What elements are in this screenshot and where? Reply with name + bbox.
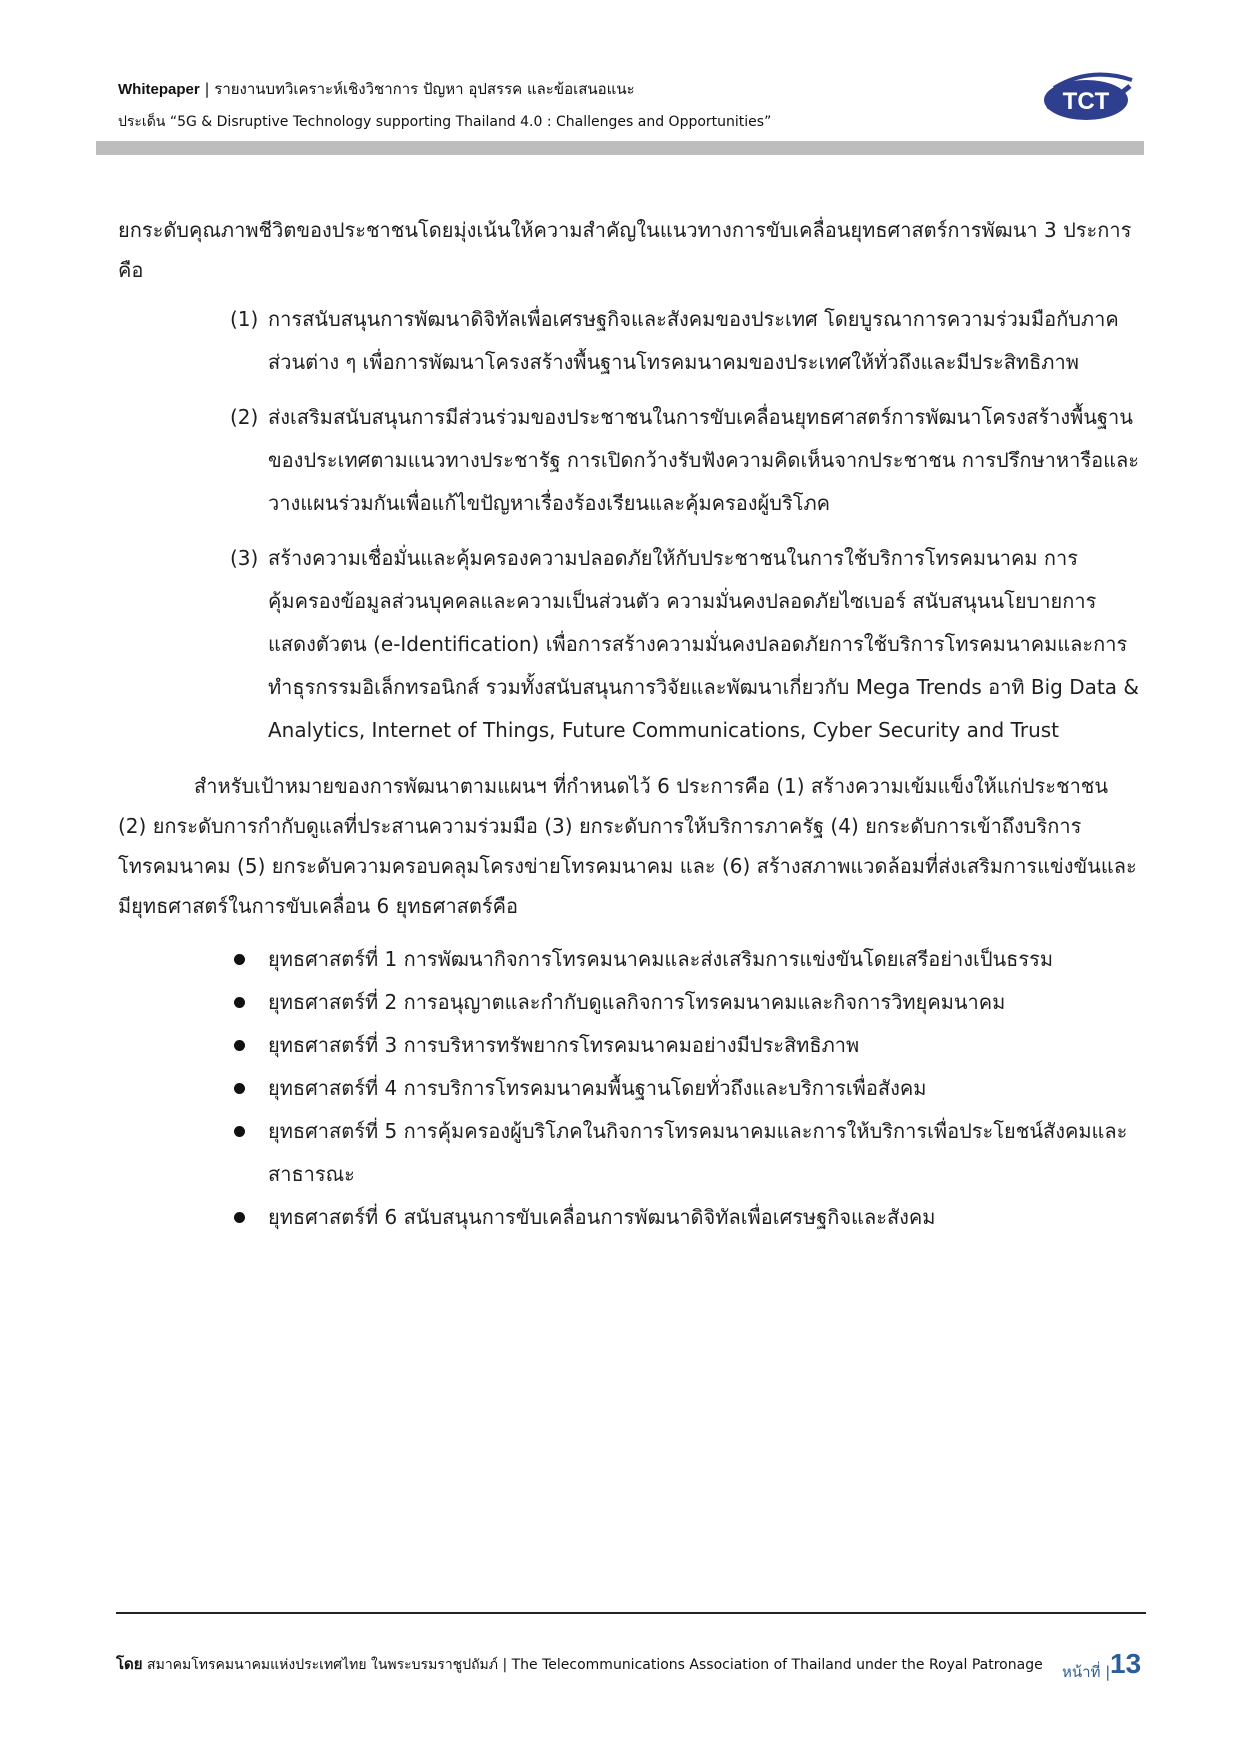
strategy-text: ยุทธศาสตร์ที่ 6 สนับสนุนการขับเคลื่อนการพัฒนาดิจิทัลเพื่อเศรษฐกิจและสังคม <box>268 1205 936 1229</box>
numbered-item <box>118 298 1140 384</box>
logo-text: TCT <box>1062 88 1110 115</box>
header-subtitle: ประเด็น “5G & Disruptive Technology supporting Thailand 4.0 : Challenges and Opportunities” <box>118 114 772 130</box>
bullet-icon <box>234 1212 245 1223</box>
footer-divider <box>116 1612 1146 1614</box>
header-separator: | <box>199 80 215 98</box>
header-title: รายงานบทวิเคราะห์เชิงวิชาการ ปัญหา อุปสรรค และข้อเสนอแนะ <box>214 80 635 98</box>
list-item <box>118 981 1140 1024</box>
numbered-item <box>118 537 1140 752</box>
numbered-item <box>118 396 1140 525</box>
list-item <box>118 1067 1140 1110</box>
bullet-icon <box>234 1126 245 1137</box>
intro-paragraph: ยกระดับคุณภาพชีวิตของประชาชนโดยมุ่งเน้นให้ความสำคัญในแนวทางการขับเคลื่อนยุทธศาสตร์การพัฒนา 3 ประการคือ <box>118 218 1132 282</box>
strategy-text: ยุทธศาสตร์ที่ 3 การบริหารทรัพยากรโทรคมนาคมอย่างมีประสิทธิภาพ <box>268 1033 860 1057</box>
strategy-text: ยุทธศาสตร์ที่ 5 การคุ้มครองผู้บริโภคในกิจการโทรคมนาคมและการให้บริการเพื่อประโยชน์สังคมและสาธารณะ <box>268 1119 1128 1186</box>
bullet-icon <box>234 954 245 965</box>
footer-organization: สมาคมโทรคมนาคมแห่งประเทศไทย ในพระบรมราชูปถัมภ์ | The Telecommunications Association of Thailand under the Royal Patronage <box>142 1657 1043 1673</box>
strategy-text: ยุทธศาสตร์ที่ 4 การบริการโทรคมนาคมพื้นฐานโดยทั่วถึงและบริการเพื่อสังคม <box>268 1076 927 1100</box>
tct-logo-icon <box>1040 66 1136 128</box>
strategy-text: ยุทธศาสตร์ที่ 2 การอนุญาตและกำกับดูแลกิจการโทรคมนาคมและกิจการวิทยุคมนาคม <box>268 990 1006 1014</box>
strategy-text: ยุทธศาสตร์ที่ 1 การพัฒนากิจการโทรคมนาคมและส่งเสริมการแข่งขันโดยเสรีอย่างเป็นธรรม <box>268 947 1054 971</box>
bullet-icon <box>234 1040 245 1051</box>
list-item <box>118 1024 1140 1067</box>
goals-paragraph: สำหรับเป้าหมายของการพัฒนาตามแผนฯ ที่กำหนดไว้ 6 ประการคือ (1) สร้างความเข้มแข็งให้แก่ประชาชน (2) ยกระดับการกำกับดูแลที่ประสานความร่วมมือ (3) ยกระดับการให้บริการภาครัฐ (4) ยกระดับการเข้าถึงบริการโทรคมนาคม (5) ยกระดับความครอบคลุมโครงข่ายโทรคมนาคม และ (6) สร้างสภาพแวดล้อมที่ส่งเสริมการแข่งขันและมียุทธศาสตร์ในการขับเคลื่อน 6 ยุทธศาสตร์คือ <box>118 774 1137 918</box>
document-body <box>118 210 1140 1239</box>
item-text: ส่งเสริมสนับสนุนการมีส่วนร่วมของประชาชนในการขับเคลื่อนยุทธศาสตร์การพัฒนาโครงสร้างพื้นฐานของประเทศตามแนวทางประชารัฐ การเปิดกว้างรับฟังความคิดเห็นจากประชาชน การปรึกษาหารือและวางแผนร่วมกันเพื่อแก้ไขปัญหาเรื่องร้องเรียนและคุ้มครองผู้บริโภค <box>268 405 1139 515</box>
bullet-icon <box>234 1083 245 1094</box>
strategy-list <box>118 938 1140 1239</box>
list-item <box>118 938 1140 981</box>
header-title-line <box>118 78 1018 101</box>
page-header <box>118 78 1018 133</box>
item-number: (1) <box>230 307 259 331</box>
item-number: (2) <box>230 405 259 429</box>
list-item <box>118 1196 1140 1239</box>
page-number: 13 <box>1110 1648 1142 1679</box>
list-item <box>118 1110 1140 1196</box>
bullet-icon <box>234 997 245 1008</box>
header-brand: Whitepaper <box>118 81 200 98</box>
header-divider-bar <box>96 141 1144 155</box>
item-text: การสนับสนุนการพัฒนาดิจิทัลเพื่อเศรษฐกิจและสังคมของประเทศ โดยบูรณาการความร่วมมือกับภาคส่วนต่าง ๆ เพื่อการพัฒนาโครงสร้างพื้นฐานโทรคมนาคมของประเทศให้ทั่วถึงและมีประสิทธิภาพ <box>268 307 1119 374</box>
page-label: หน้าที่ | <box>1062 1663 1111 1681</box>
footer-by: โดย <box>116 1656 143 1673</box>
numbered-list <box>118 298 1140 752</box>
page-footer <box>116 1652 1146 1676</box>
item-number: (3) <box>230 546 259 570</box>
item-text: สร้างความเชื่อมั่นและคุ้มครองความปลอดภัยให้กับประชาชนในการใช้บริการโทรคมนาคม การคุ้มครองข้อมูลส่วนบุคคลและความเป็นส่วนตัว ความมั่นคงปลอดภัยไซเบอร์ สนับสนุนนโยบายการแสดงตัวตน (e-Identification) เพื่อการสร้างความมั่นคงปลอดภัยการใช้บริการโทรคมนาคมและการทำธุรกรรมอิเล็กทรอนิกส์ รวมทั้งสนับสนุนการวิจัยและพัฒนาเกี่ยวกับ Mega Trends อาทิ Big Data & Analytics, Internet of Things, Future Communications, Cyber Security and Trust <box>268 546 1139 742</box>
